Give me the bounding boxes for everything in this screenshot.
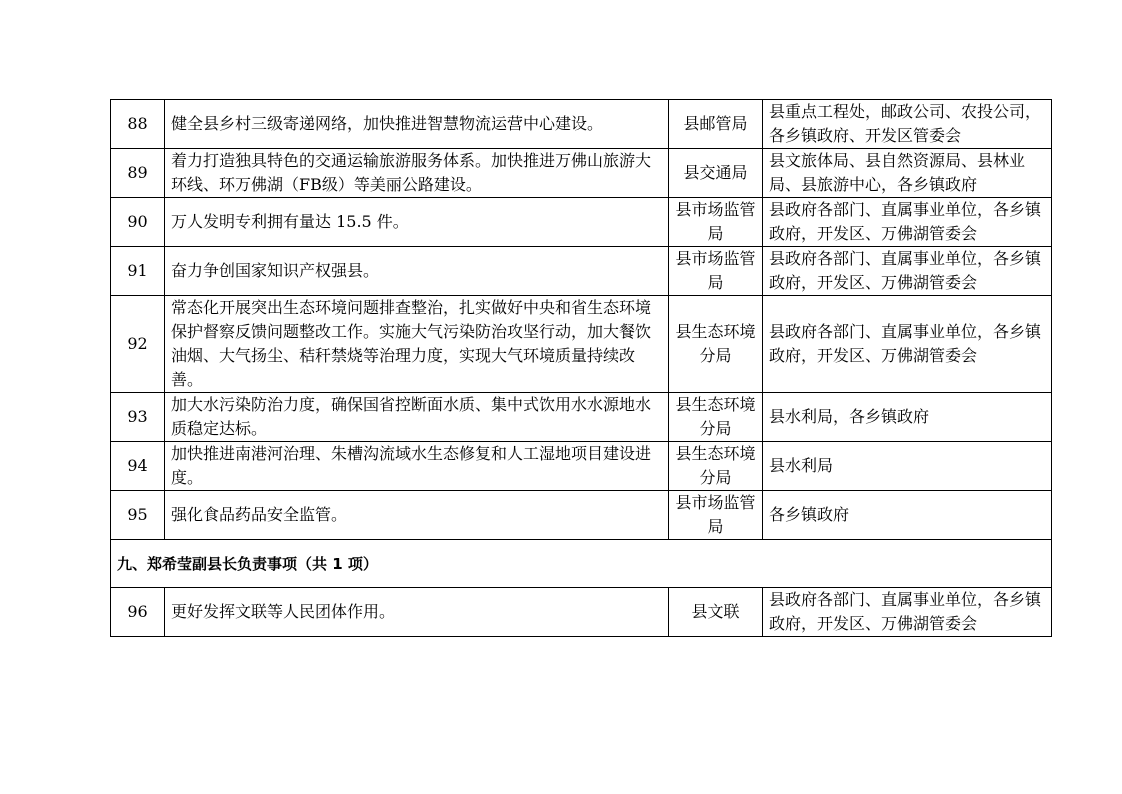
table-row	[111, 149, 1052, 198]
row-number: 94	[111, 442, 165, 491]
cooperating-units: 各乡镇政府	[763, 491, 1052, 540]
row-number: 89	[111, 149, 165, 198]
section-title: 九、郑希莹副县长负责事项（共 1 项）	[111, 540, 1052, 588]
row-number: 93	[111, 393, 165, 442]
row-number: 92	[111, 296, 165, 393]
table-row	[111, 100, 1052, 149]
lead-unit: 县文联	[669, 588, 763, 637]
lead-unit: 县生态环境分局	[669, 442, 763, 491]
lead-unit: 县市场监管局	[669, 198, 763, 247]
task-content: 加快推进南港河治理、朱槽沟流域水生态修复和人工湿地项目建设进度。	[165, 442, 669, 491]
lead-unit: 县邮管局	[669, 100, 763, 149]
cooperating-units: 县政府各部门、直属事业单位，各乡镇政府，开发区、万佛湖管委会	[763, 198, 1052, 247]
cooperating-units: 县文旅体局、县自然资源局、县林业局、县旅游中心，各乡镇政府	[763, 149, 1052, 198]
table-row	[111, 393, 1052, 442]
task-content: 奋力争创国家知识产权强县。	[165, 247, 669, 296]
cooperating-units: 县政府各部门、直属事业单位，各乡镇政府，开发区、万佛湖管委会	[763, 588, 1052, 637]
cooperating-units: 县政府各部门、直属事业单位，各乡镇政府，开发区、万佛湖管委会	[763, 296, 1052, 393]
task-table	[110, 99, 1052, 637]
task-content: 更好发挥文联等人民团体作用。	[165, 588, 669, 637]
task-content: 健全县乡村三级寄递网络，加快推进智慧物流运营中心建设。	[165, 100, 669, 149]
cooperating-units: 县政府各部门、直属事业单位，各乡镇政府，开发区、万佛湖管委会	[763, 247, 1052, 296]
lead-unit: 县市场监管局	[669, 247, 763, 296]
cooperating-units: 县重点工程处，邮政公司、农投公司，各乡镇政府、开发区管委会	[763, 100, 1052, 149]
row-number: 90	[111, 198, 165, 247]
table-row	[111, 442, 1052, 491]
cooperating-units: 县水利局，各乡镇政府	[763, 393, 1052, 442]
task-content: 着力打造独具特色的交通运输旅游服务体系。加快推进万佛山旅游大环线、环万佛湖（FB级）等美丽公路建设。	[165, 149, 669, 198]
row-number: 88	[111, 100, 165, 149]
table-row	[111, 588, 1052, 637]
lead-unit: 县市场监管局	[669, 491, 763, 540]
table-row	[111, 296, 1052, 393]
task-content: 常态化开展突出生态环境问题排查整治，扎实做好中央和省生态环境保护督察反馈问题整改工作。实施大气污染防治攻坚行动，加大餐饮油烟、大气扬尘、秸秆禁烧等治理力度，实现大气环境质量持续改善。	[165, 296, 669, 393]
task-content: 万人发明专利拥有量达 15.5 件。	[165, 198, 669, 247]
task-content: 强化食品药品安全监管。	[165, 491, 669, 540]
row-number: 91	[111, 247, 165, 296]
section-row	[111, 540, 1052, 588]
lead-unit: 县交通局	[669, 149, 763, 198]
lead-unit: 县生态环境分局	[669, 393, 763, 442]
table-row	[111, 198, 1052, 247]
lead-unit: 县生态环境分局	[669, 296, 763, 393]
row-number: 95	[111, 491, 165, 540]
table-row	[111, 247, 1052, 296]
cooperating-units: 县水利局	[763, 442, 1052, 491]
task-content: 加大水污染防治力度，确保国省控断面水质、集中式饮用水水源地水质稳定达标。	[165, 393, 669, 442]
row-number: 96	[111, 588, 165, 637]
table-row	[111, 491, 1052, 540]
